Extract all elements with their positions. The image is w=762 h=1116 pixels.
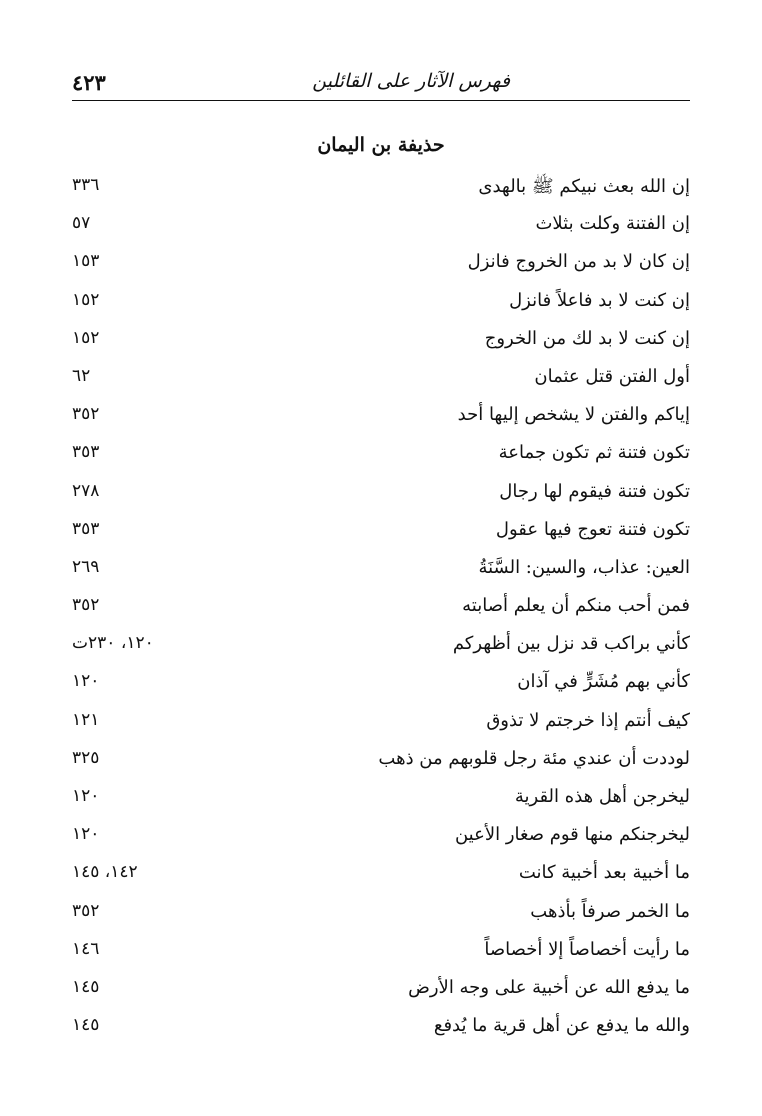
entry-page-refs: ١٤٦ xyxy=(72,938,100,959)
index-entry xyxy=(72,211,690,249)
entry-text: فمن أحب منكم أن يعلم أصابته xyxy=(462,595,690,617)
index-entry xyxy=(72,1013,690,1051)
entry-page-refs: ٥٧ xyxy=(72,213,91,234)
entry-text: إن الفتنة وكلت بثلاث xyxy=(535,213,690,235)
entry-page-refs: ٣٥٢ xyxy=(72,404,100,425)
index-entry xyxy=(72,402,690,440)
entry-page-refs: ١٥٣ xyxy=(72,251,100,272)
index-entries xyxy=(72,173,690,1051)
index-entry xyxy=(72,364,690,402)
page-header xyxy=(72,64,690,104)
entry-text: كأني بهم مُشَرٍّ في آذان xyxy=(517,671,690,693)
entry-page-refs: ٣٢٥ xyxy=(72,747,100,768)
index-entry xyxy=(72,708,690,746)
page-number: ٤٢٣ xyxy=(72,70,106,95)
entry-page-refs: ١٤٥ xyxy=(72,1015,100,1036)
index-entry xyxy=(72,288,690,326)
entry-text: إياكم والفتن لا يشخص إليها أحد xyxy=(457,404,690,426)
entry-text: ما الخمر صرفاً بأذهب xyxy=(530,900,690,922)
index-entry xyxy=(72,899,690,937)
entry-page-refs: ١٥٢ xyxy=(72,327,100,348)
entry-text: ليخرجن أهل هذه القرية xyxy=(514,786,690,807)
entry-text: تكون فتنة فيقوم لها رجال xyxy=(499,480,690,502)
entry-page-refs: ٣٣٦ xyxy=(72,175,100,195)
entry-text: تكون فتنة ثم تكون جماعة xyxy=(498,442,690,464)
entry-text: ليخرجنكم منها قوم صغار الأعين xyxy=(454,824,690,846)
entry-text: إن كنت لا بد لك من الخروج xyxy=(484,327,690,349)
entry-page-refs: ١٢٠ xyxy=(72,671,100,692)
entry-text: أول الفتن قتل عثمان xyxy=(534,365,690,387)
index-entry xyxy=(72,975,690,1013)
section-title: حذيفة بن اليمان xyxy=(317,134,445,156)
entry-text: والله ما يدفع عن أهل قرية ما يُدفع xyxy=(433,1015,690,1037)
entry-page-refs: ١٢٠ xyxy=(72,786,100,806)
entry-text: ما يدفع الله عن أخبية على وجه الأرض xyxy=(408,976,690,998)
entry-text: ما أخبية بعد أخبية كانت xyxy=(518,862,690,884)
index-entry xyxy=(72,860,690,898)
index-entry xyxy=(72,326,690,364)
entry-page-refs: ٣٥٢ xyxy=(72,900,100,921)
entry-text: لوددت أن عندي مئة رجل قلوبهم من ذهب xyxy=(378,747,690,769)
entry-text: تكون فتنة تعوج فيها عقول xyxy=(495,518,690,540)
entry-page-refs: ١٢٠ xyxy=(72,824,100,845)
entry-text: كيف أنتم إذا خرجتم لا تذوق xyxy=(486,709,690,731)
entry-page-refs: ١٢٠، ٢٣٠ت xyxy=(72,633,154,654)
entry-page-refs: ١٤٢، ١٤٥ xyxy=(72,862,138,883)
header-rule xyxy=(72,100,690,101)
entry-text: كأني براكب قد نزل بين أظهركم xyxy=(452,633,690,655)
entry-text: إن كنت لا بد فاعلاً فانزل xyxy=(509,289,690,311)
entry-text: إن كان لا بد من الخروج فانزل xyxy=(467,251,690,273)
entry-text: ما رأيت أخصاصاً إلا أخصاصاً xyxy=(484,938,690,960)
index-entry xyxy=(72,249,690,287)
index-entry xyxy=(72,822,690,860)
index-entry xyxy=(72,173,690,211)
entry-page-refs: ١٤٥ xyxy=(72,976,100,997)
entry-page-refs: ١٢١ xyxy=(72,709,100,730)
entry-page-refs: ٣٥٢ xyxy=(72,595,100,616)
index-entry xyxy=(72,593,690,631)
entry-text: العين: عذاب، والسين: السَّنَةُ xyxy=(478,556,690,578)
entry-page-refs: ٢٧٨ xyxy=(72,480,100,501)
index-entry xyxy=(72,937,690,975)
index-entry xyxy=(72,669,690,707)
entry-page-refs: ١٥٢ xyxy=(72,289,100,310)
entry-page-refs: ٦٢ xyxy=(72,365,91,386)
index-entry xyxy=(72,746,690,784)
entry-text: إن الله بعث نبيكم ﷺ بالهدى xyxy=(478,176,690,197)
index-entry xyxy=(72,555,690,593)
index-entry xyxy=(72,784,690,822)
running-title: فهرس الآثار على القائلين xyxy=(312,70,510,92)
entry-page-refs: ٢٦٩ xyxy=(72,556,100,577)
entry-page-refs: ٣٥٣ xyxy=(72,442,100,463)
index-entry xyxy=(72,517,690,555)
index-entry xyxy=(72,479,690,517)
entry-page-refs: ٣٥٣ xyxy=(72,518,100,539)
index-entry xyxy=(72,440,690,478)
index-entry xyxy=(72,631,690,669)
